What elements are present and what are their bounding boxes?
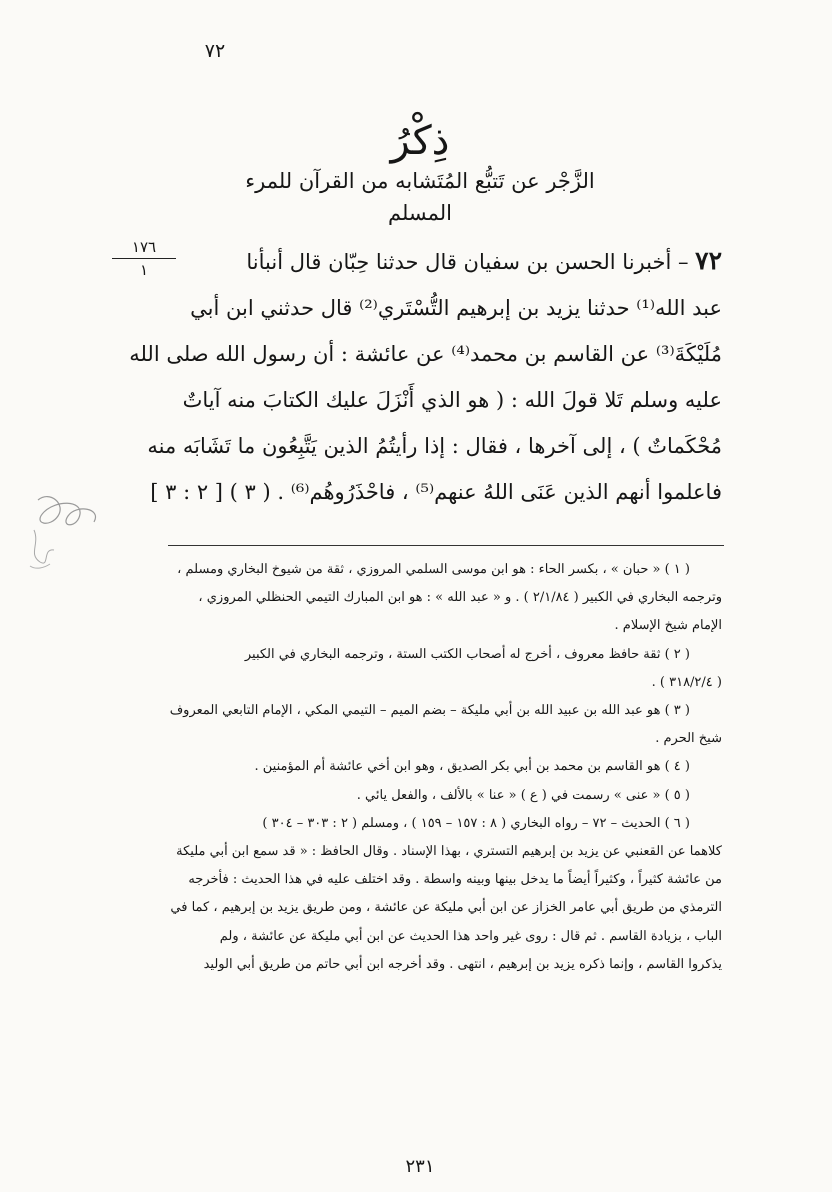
footnote-line: من عائشة كثيراً ، وكثيراً أيضاً ما يدخل بينها وبينه واسطة . وقد اختلف عليه في هذا الحديث : فأخرجه — [188, 872, 722, 888]
margin-reference-top: ١٧٦ — [131, 238, 157, 256]
hadith-line: ٧٢ – أخبرنا الحسن بن سفيان قال حدثنا حِبّان قال أنبأنا — [246, 246, 722, 275]
page-number-bottom: ٢٣١ — [405, 1156, 435, 1177]
footnote-line: ( ١ ) « حبان » ، بكسر الحاء : هو ابن موسى السلمي المروزي ، ثقة من شيوخ البخاري ومسلم ، — [177, 562, 690, 577]
handwritten-annotation — [10, 470, 130, 590]
hadith-number: ٧٢ — [695, 246, 722, 275]
footnote-line: ( ٣ ) هو عبد الله بن عبيد الله بن أبي مليكة – بضم الميم – التيمي المكي ، الإمام التابعي المعروف — [169, 703, 690, 719]
footnote-line: الإمام شيخ الإسلام . — [614, 618, 722, 634]
hadith-line: عبد الله⁽¹⁾ حدثنا يزيد بن إبرهيم التُّسْتَري⁽²⁾ قال حدثني ابن أبي — [190, 296, 722, 320]
chapter-title: ذِكْرُ — [390, 118, 450, 164]
footnote-line: ( ٢ ) ثقة حافظ معروف ، أخرج له أصحاب الكتب الستة ، وترجمه البخاري في الكبير — [244, 646, 690, 662]
hadith-line: عليه وسلم تَلا قولَ الله : ( هو الذي أَنْزَلَ عليك الكتابَ منه آياتٌ — [182, 388, 722, 412]
footnote-line: يذكروا القاسم ، وإنما ذكره يزيد بن إبرهيم ، انتهى . وقد أخرجه ابن أبي حاتم من طريق أبي الوليد — [203, 956, 722, 972]
footnote-line: شيخ الحرم . — [655, 731, 722, 747]
footnote-line: ( ٣١٨/٢/٤ ) . — [651, 674, 722, 690]
footnote-line: ( ٤ ) هو القاسم بن محمد بن أبي بكر الصديق ، وهو ابن أخي عائشة أم المؤمنين . — [254, 759, 690, 775]
footnote-line: الترمذي من طريق أبي عامر الخزاز عن ابن أبي مليكة عن عائشة ، ومن طريق يزيد بن إبرهيم ، كما في — [170, 900, 722, 916]
hadith-line: مُحْكَماتٌ ) ، إلى آخرها ، فقال : إذا رأيتُمُ الذين يَتَّبِعُون ما تَشَابَه منه — [147, 434, 722, 458]
footnote-line: وترجمه البخاري في الكبير ( ٢/١/٨٤ ) . و « عبد الله » : هو ابن المبارك التيمي الحنظلي المروزي ، — [198, 590, 722, 606]
footnote-divider — [168, 545, 724, 546]
footnote-line: ( ٦ ) الحديث – ٧٢ – رواه البخاري ( ٨ : ١٥٧ – ١٥٩ ) ، ومسلم ( ٢ : ٣٠٣ – ٣٠٤ ) — [262, 815, 690, 831]
footnotes — [160, 556, 722, 979]
margin-reference-bottom: ١ — [139, 261, 149, 279]
chapter-subtitle: الزَّجْر عن تَتبُّع المُتَشابه من القرآن للمرء المسلم — [245, 169, 595, 225]
hadith-line: مُلَيْكَةَ⁽³⁾ عن القاسم بن محمد⁽⁴⁾ عن عائشة : أن رسول الله صلى الله — [129, 342, 722, 366]
footnote-line: ( ٥ ) « عنى » رسمت في ( ع ) « عنا » بالألف ، والفعل يائي . — [356, 787, 690, 803]
page-number-top: ٧٢ — [204, 40, 226, 62]
hadith-line: فاعلموا أنهم الذين عَنَى اللهُ عنهم⁽⁵⁾ ، فاحْذَرُوهُم⁽⁶⁾ . ( ٣ ) [ ٢ : ٣ ] — [150, 480, 722, 504]
footnote-line: الباب ، بزيادة القاسم . ثم قال : روى غير واحد هذا الحديث عن ابن أبي مليكة عن عائشة ، ولم — [219, 928, 722, 944]
footnote-line: كلاهما عن القعنبي عن يزيد بن إبرهيم التستري ، بهذا الإسناد . وقال الحافظ : « قد سمع ابن أبي مليكة — [176, 844, 722, 860]
